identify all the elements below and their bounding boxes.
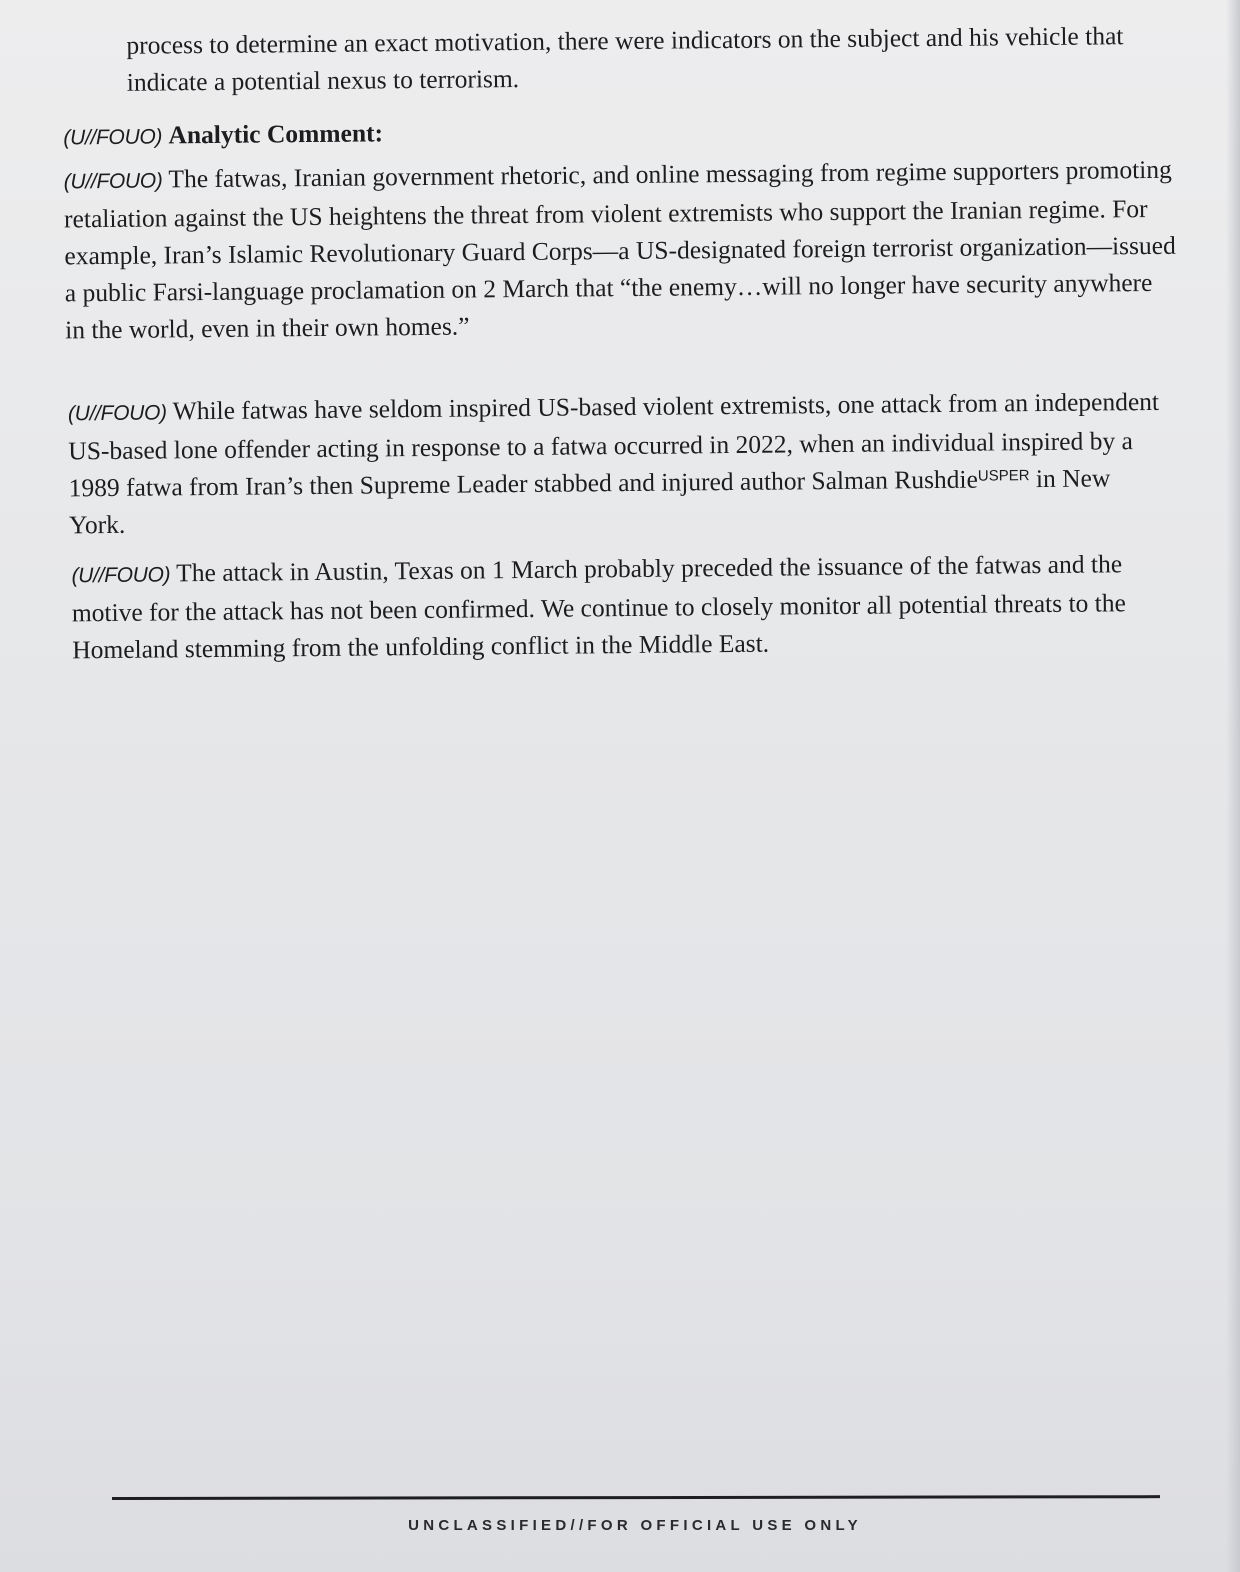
classification-footer: UNCLASSIFIED//FOR OFFICIAL USE ONLY: [408, 1517, 862, 1534]
paragraph-2-text-end: in New York.: [68, 463, 1111, 540]
paragraph-1-text: The fatwas, Iranian government rhetoric, and online messaging from regime supporters promoting retaliation against the US heightens the threat from violent extremists who support the Iranian regime. For example, Iran’s Islamic Revolutionary Guard Corps—a US-designated foreign terrorist organization—issued a public Farsi-language proclamation on 2 March that “the enemy…will no longer have security anywhere in the world, even in their own homes.”: [63, 154, 1176, 345]
heading-title: Analytic Comment:: [168, 118, 384, 150]
paragraph-2-text: While fatwas have seldom inspired US-based violent extremists, one attack from an independent US-based lone offender acting in response to a fatwa occurred in 2022, when an individual inspired by a 1989 fatwa from Iran’s then Supreme Leader stabbed and injured author Salman Rushdie: [68, 386, 1160, 503]
analytic-comment-heading: [63, 108, 1063, 157]
heading-portion-marking: (U//FOUO): [63, 125, 163, 150]
paragraph-3-text: The attack in Austin, Texas on 1 March probably preceded the issuance of the fatwas and the motive for the attack has not been confirmed. We continue to closely monitor all potential threats to the Homeland stemming from the unfolding conflict in the Middle East.: [71, 549, 1126, 665]
paragraph-rushdie-attack: [68, 383, 1169, 544]
paragraph-fatwas-rhetoric: [64, 151, 1178, 349]
page-edge-shadow: [1226, 0, 1240, 1572]
continuation-paragraph: [126, 17, 1177, 101]
paragraph-1-portion-marking: (U//FOUO): [63, 169, 163, 194]
paragraph-3-portion-marking: (U//FOUO): [71, 563, 171, 588]
paragraph-austin-attack: [71, 545, 1182, 669]
paragraph-2-portion-marking: (U//FOUO): [67, 401, 167, 426]
usper-superscript: USPER: [977, 467, 1030, 485]
footer-divider: [112, 1495, 1160, 1500]
continuation-text: process to determine an exact motivation, there were indicators on the subject and his vehicle that indicate a potential nexus to terrorism.: [126, 21, 1124, 97]
